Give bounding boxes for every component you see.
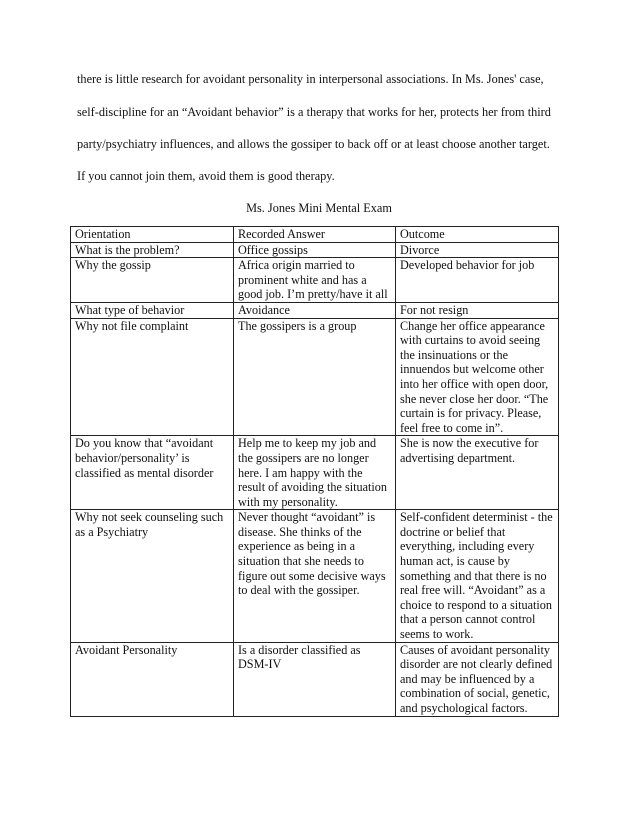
table-row xyxy=(71,642,559,716)
table-row xyxy=(71,510,559,642)
table-cell: Avoidant Personality xyxy=(71,642,234,716)
table-row xyxy=(71,242,559,258)
table-cell: For not resign xyxy=(396,302,559,318)
table-cell: Developed behavior for job xyxy=(396,258,559,303)
paragraph-line-4: If you cannot join them, avoid them is good therapy. xyxy=(77,169,335,183)
table-cell: Never thought “avoidant” is disease. She thinks of the experience as being in a situation that she needs to figure out some decisive ways to deal with the gossiper. xyxy=(234,510,396,642)
table-caption: Ms. Jones Mini Mental Exam xyxy=(246,201,392,215)
table-cell: Why not seek counseling such as a Psychiatry xyxy=(71,510,234,642)
table-cell: Africa origin married to prominent white and has a good job. I’m pretty/have it all xyxy=(234,258,396,303)
table-cell: Help me to keep my job and the gossipers are no longer here. I am happy with the result of avoiding the situation with my personality. xyxy=(234,436,396,510)
header-orientation: Orientation xyxy=(71,227,234,243)
paragraph-line-2: self-discipline for an “Avoidant behavior” is a therapy that works for her, protects her from third xyxy=(77,105,551,119)
paragraph-line-3: party/psychiatry influences, and allows the gossiper to back off or at least choose another target. xyxy=(77,137,550,151)
header-outcome: Outcome xyxy=(396,227,559,243)
header-recorded-answer: Recorded Answer xyxy=(234,227,396,243)
table-cell: Office gossips xyxy=(234,242,396,258)
table-cell: The gossipers is a group xyxy=(234,318,396,436)
table-cell: What type of behavior xyxy=(71,302,234,318)
table-cell: Avoidance xyxy=(234,302,396,318)
table-cell: Self-confident determinist - the doctrine or belief that everything, including every human act, is cause by something and that there is no real free will. “Avoidant” as a choice to respond to a situation that a person cannot control seems to work. xyxy=(396,510,559,642)
paragraph-line-1: there is little research for avoidant personality in interpersonal associations. In Ms. Jones' case, xyxy=(77,72,544,86)
table-row xyxy=(71,258,559,303)
table-cell: What is the problem? xyxy=(71,242,234,258)
table-cell: Is a disorder classified as DSM-IV xyxy=(234,642,396,716)
mini-mental-exam-table xyxy=(70,226,559,717)
table-cell: Why not file complaint xyxy=(71,318,234,436)
table-row xyxy=(71,436,559,510)
table-header-row xyxy=(71,227,559,243)
table-row xyxy=(71,318,559,436)
table-cell: She is now the executive for advertising department. xyxy=(396,436,559,510)
table-cell: Divorce xyxy=(396,242,559,258)
table-row xyxy=(71,302,559,318)
table-cell: Do you know that “avoidant behavior/personality’ is classified as mental disorder xyxy=(71,436,234,510)
table-cell: Why the gossip xyxy=(71,258,234,303)
table-cell: Causes of avoidant personality disorder are not clearly defined and may be influenced by a combination of social, genetic, and psychological factors. xyxy=(396,642,559,716)
table-cell: Change her office appearance with curtains to avoid seeing the insinuations or the innuendos but welcome other into her office with open door, she never close her door. “The curtain is for privacy. Please, feel free to come in”. xyxy=(396,318,559,436)
